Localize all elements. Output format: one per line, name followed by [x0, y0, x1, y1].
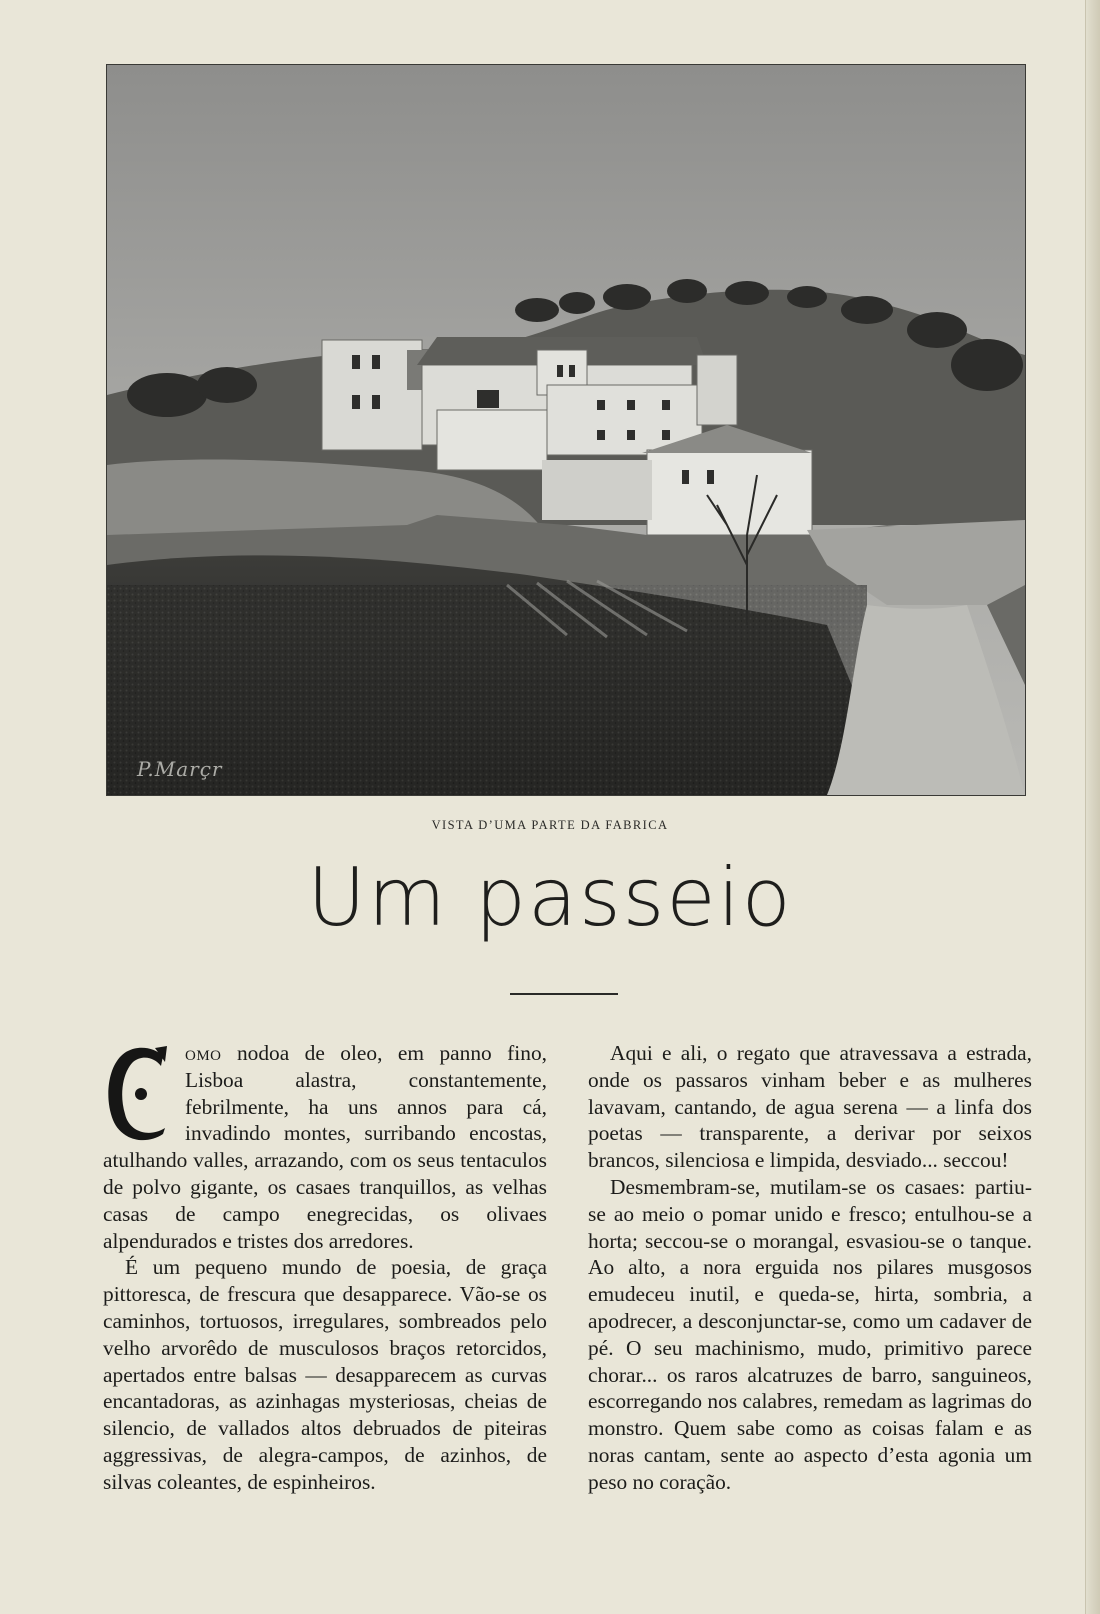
paragraph-2: É um pequeno mundo de poesia, de graça pittoresca, de frescura que desapparece. Vão-se os caminhos, tortuosos, irregulares, sombreados pelo velho arvorêdo de musculosos braços retorcidos, apertados entre balsas — desapparecem as curvas encantadoras, as azinhagas mysteriosas, cheias de silencio, de vallados altos debruados de piteiras aggressivas, de alegra-campos, de azinhos, de silvas coleantes, de espinheiros. [103, 1255, 547, 1494]
paragraph-1-text: nodoa de oleo, em panno fino, Lisboa alastra, constantemente, febrilmente, ha uns annos para cá, invadindo montes, surribando encostas, atulhando valles, arrazando, com os seus tentaculos de polvo gigante, os casaes tranquillos, as velhas casas de campo enegrecidas, os olivaes alpendurados e tristes dos arredores. [103, 1041, 547, 1253]
title-rule [510, 993, 618, 995]
paragraph-3: Aqui e ali, o regato que atravessava a estrada, onde os passaros vinham beber e as mulheres lavavam, cantando, de agua serena — a linfa dos poetas — transparente, a derivar por seixos brancos, silenciosa e limpida, desviado... seccou! [588, 1041, 1032, 1173]
first-word: omo [185, 1041, 222, 1065]
photographer-signature: P.Marçr [137, 757, 223, 781]
article-title: Um passeio [307, 851, 793, 944]
factory-photo [106, 64, 1026, 796]
dropcap-c-ornament [103, 1042, 173, 1146]
paragraph-4: Desmembram-se, mutilam-se os casaes: partiu-se ao meio o pomar unido e fresco; entulhou-se a horta; seccou-se o morangal, esvasiou-se o tanque. Ao alto, a nora erguida nos pilares musgosos emudeceu inutil, e queda-se, hirta, sombria, a apodrecer, a desconjunctar-se, como um cadaver de pé. O seu machinismo, mudo, primitivo parece chorar... os raros alcatruzes de barro, sanguineos, escorregando nos calabres, remedam as lagrimas do monstro. Quem sabe como as coisas falam e as noras cantam, sente ao aspecto d’esta agonia um peso no coração. [588, 1174, 1032, 1494]
factory-landscape-image [107, 65, 1025, 795]
page-edge [1085, 0, 1100, 1614]
left-column [103, 1040, 547, 1496]
dropcap [103, 1042, 173, 1146]
paragraph-1 [103, 1040, 547, 1254]
figure-caption: VISTA D’UMA PARTE DA FABRICA [431, 818, 669, 832]
right-column [588, 1040, 1032, 1496]
